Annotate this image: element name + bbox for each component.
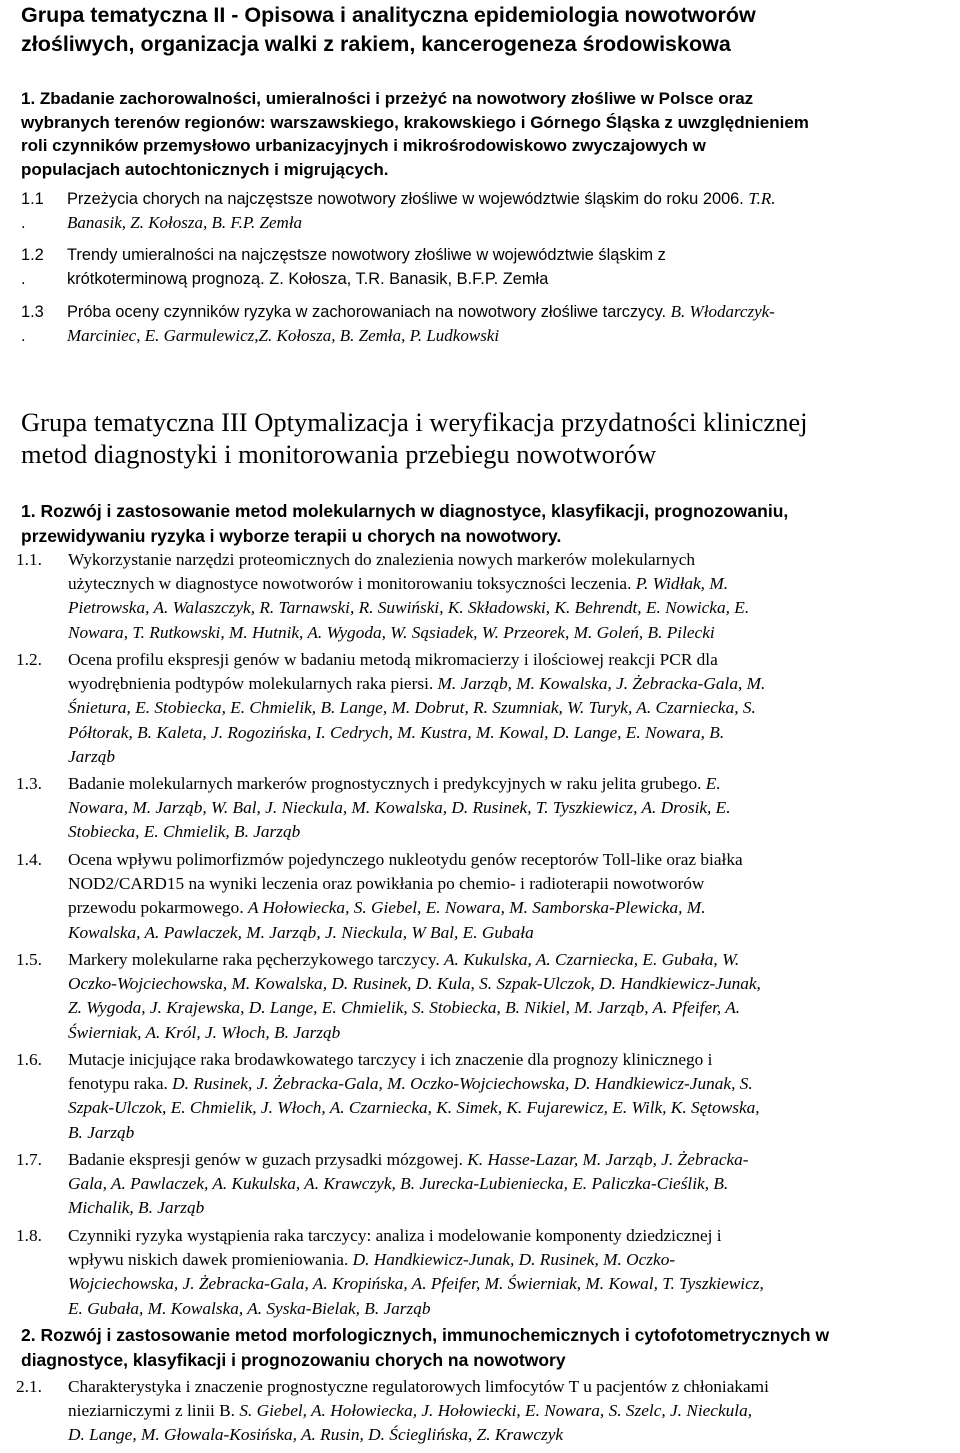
- item-text-line: przewodu pokarmowego. A Hołowiecka, S. Giebel, E. Nowara, M. Samborska-Plewicka, M.: [68, 898, 706, 918]
- item-text: [68, 1148, 952, 1221]
- item-text-line: Wojciechowska, J. Żebracka-Gala, A. Kropińska, A. Pfeifer, M. Świerniak, M. Kowal, T. Tyszkiewicz,: [68, 1274, 764, 1294]
- item-text-line: Mutacje inicjujące raka brodawkowatego tarczycy i ich znaczenie dla prognozy klinicznego i: [68, 1050, 713, 1069]
- item-text-line: Badanie ekspresji genów w guzach przysadki mózgowej. K. Hasse-Lazar, M. Jarząb, J. Żebracka-: [68, 1150, 749, 1169]
- item-number: 1.6.: [16, 1050, 42, 1069]
- group3-section1-line1: 1. Rozwój i zastosowanie metod molekularnych w diagnostyce, klasyfikacji, prognozowaniu,: [21, 501, 789, 521]
- item-number: 1.3 .: [21, 303, 44, 345]
- item-text-line: Oczko-Wojciechowska, M. Kowalska, D. Rusinek, D. Kula, S. Szpak-Ulczok, D. Handkiewicz-Junak,: [68, 974, 761, 994]
- item-number: 1.2 .: [21, 246, 44, 288]
- group3-section1-line2: przewidywaniu ryzyka i wyborze terapii u chorych na nowotwory.: [21, 526, 562, 546]
- item-text-line: Ocena profilu ekspresji genów w badaniu metodą mikromacierzy i ilościowej reakcji PCR dla: [68, 650, 718, 669]
- item-number: 1.2.: [16, 650, 42, 669]
- item-text-line: Półtorak, B. Kaleta, J. Rogozińska, I. Cedrych, M. Kustra, M. Kowal, D. Lange, E. Nowara, B.: [68, 722, 725, 742]
- item-text: [68, 848, 952, 945]
- item-text-line: Czynniki ryzyka wystąpienia raka tarczycy: analiza i modelowanie komponenty dziedzicznej i: [68, 1226, 722, 1245]
- item-text-line: D. Lange, M. Głowala-Kosińska, A. Rusin, D. Ścieglińska, Z. Krawczyk: [68, 1425, 564, 1445]
- group2-section1-line2: wybranych terenów regionów: warszawskiego, krakowskiego i Górnego Śląska z uwzględnieniem: [21, 112, 809, 132]
- item-text: [68, 1048, 952, 1145]
- group2-section1: [21, 87, 951, 181]
- item-text-line: wyodrębnienia podtypów molekularnych raka piersi. M. Jarząb, M. Kowalska, J. Żebracka-Gala, M.: [68, 674, 766, 694]
- item-text-line: B. Jarząb: [68, 1122, 135, 1142]
- item-text: Trendy umieralności na najczęstsze nowotwory złośliwe w województwie śląskim z krótkoterminową prognozą. Z. Kołosza, T.R. Banasik, B.F.P. Zemła: [67, 246, 666, 288]
- group2-section1-line4: populacjach autochtonicznych i migrujących.: [21, 159, 389, 179]
- item-number: 2.1.: [16, 1377, 42, 1396]
- item-number: 1.5.: [16, 950, 42, 969]
- item-text-line: Z. Wygoda, J. Krajewska, D. Lange, E. Chmielik, S. Stobiecka, B. Nikiel, M. Jarząb, A. Pfeifer, A.: [68, 998, 741, 1018]
- group3-title-line1: Grupa tematyczna III Optymalizacja i weryfikacja przydatności klinicznej: [21, 407, 808, 437]
- item-text: [68, 772, 952, 845]
- item-text-line: Śnietura, E. Stobiecka, E. Chmielik, B. Lange, M. Dobrut, R. Szumniak, W. Turyk, A. Czarniecka, S.: [68, 698, 756, 718]
- item-text-line: Szpak-Ulczok, E. Chmielik, J. Włoch, A. Czarniecka, K. Simek, K. Fujarewicz, E. Wilk, K. Sętowska,: [68, 1098, 760, 1118]
- item-number: 1.4.: [16, 850, 42, 869]
- group2-title-line1: Grupa tematyczna II - Opisowa i analityczna epidemiologia nowotworów: [21, 3, 756, 27]
- item-text-line: NOD2/CARD15 na wyniki leczenia oraz powikłania po chemio- i radioterapii nowotworów: [68, 874, 705, 894]
- item-text: [68, 648, 952, 769]
- item-text-line: Świerniak, A. Król, J. Włoch, B. Jarząb: [68, 1022, 341, 1042]
- item-text-line: Ocena wpływu polimorfizmów pojedynczego nukleotydu genów receptorów Toll-like oraz białka: [68, 850, 743, 869]
- group2-section1-line1: Zbadanie zachorowalności, umieralności i przeżyć na nowotwory złośliwe w Polsce oraz: [39, 89, 754, 108]
- item-text-line: wpływu niskich dawek promieniowania. D. Handkiewicz-Junak, D. Rusinek, M. Oczko-: [68, 1250, 676, 1270]
- item-text-line: Nowara, M. Jarząb, W. Bal, J. Nieckula, M. Kowalska, D. Rusinek, T. Tyszkiewicz, A. Drosik, E.: [68, 798, 731, 818]
- item-number: 1.7.: [16, 1150, 42, 1169]
- item-number: 1.1.: [16, 550, 42, 569]
- group2-section1-line3: roli czynników przemysłowo urbanizacyjnych i mikrośrodowiskowo zwyczajowych w: [21, 136, 706, 156]
- item-text-line: Wykorzystanie narzędzi proteomicznych do znalezienia nowych markerów molekularnych: [68, 550, 696, 569]
- item-text-line: Markery molekularne raka pęcherzykowego tarczycy. A. Kukulska, A. Czarniecka, E. Gubała, W.: [68, 950, 740, 969]
- item-text-line: Gala, A. Pawlaczek, A. Kukulska, A. Krawczyk, B. Jurecka-Lubieniecka, E. Paliczka-Cieślik, B.: [68, 1174, 729, 1194]
- item-text-line: Nowara, T. Rutkowski, M. Hutnik, A. Wygoda, W. Sąsiadek, W. Przeorek, M. Goleń, B. Pilecki: [68, 622, 715, 642]
- item-number: 1.1 .: [21, 190, 44, 232]
- group3-title-line2: metod diagnostyki i monitorowania przebiegu nowotworów: [21, 439, 657, 469]
- group3-section2-line1: 2. Rozwój i zastosowanie metod morfologicznych, immunochemicznych i cytofotometrycznych w: [21, 1325, 830, 1345]
- group2-section1-number: 1.: [21, 89, 36, 108]
- item-text-line: E. Gubała, M. Kowalska, A. Syska-Bielak, B. Jarząb: [68, 1298, 431, 1318]
- item-text: Przeżycia chorych na najczęstsze nowotwory złośliwe w województwie śląskim do roku 2006. T.R. Banasik, Z. Kołosza, B. F.P. Zemła: [67, 189, 776, 232]
- item-text: [68, 1375, 952, 1448]
- group2-title-line2: złośliwych, organizacja walki z rakiem, kancerogeneza środowiskowa: [21, 32, 731, 56]
- item-text-line: fenotypu raka. D. Rusinek, J. Żebracka-Gala, M. Oczko-Wojciechowska, D. Handkiewicz-Junak, S.: [68, 1074, 753, 1094]
- item-number: 1.8.: [16, 1226, 42, 1245]
- item-text: [68, 948, 952, 1045]
- item-text-line: Michalik, B. Jarząb: [68, 1198, 205, 1218]
- item-text-line: Charakterystyka i znaczenie prognostyczne regulatorowych limfocytów T u pacjentów z chłoniakami: [68, 1377, 769, 1396]
- group3-section2-line2: diagnostyce, klasyfikacji i prognozowaniu chorych na nowotwory: [21, 1350, 566, 1370]
- item-number: 1.3.: [16, 774, 42, 793]
- item-text-line: Kowalska, A. Pawlaczek, M. Jarząb, J. Nieckula, W Bal, E. Gubała: [68, 922, 534, 942]
- item-text-line: Badanie molekularnych markerów prognostycznych i predykcyjnych w raku jelita grubego. E.: [68, 774, 721, 793]
- item-text-line: Stobiecka, E. Chmielik, B. Jarząb: [68, 822, 301, 842]
- item-text: [68, 1224, 952, 1321]
- item-text-line: nieziarniczymi z linii B. S. Giebel, A. Hołowiecka, J. Hołowiecki, E. Nowara, S. Szelc, J. Nieckula,: [68, 1401, 753, 1421]
- item-text: [68, 548, 952, 645]
- item-text-line: Pietrowska, A. Walaszczyk, R. Tarnawski, R. Suwiński, K. Składowski, K. Behrendt, E. Nowicka, E.: [68, 598, 750, 618]
- item-text-line: Jarząb: [68, 746, 116, 766]
- item-text-line: użytecznych w diagnostyce nowotworów i monitorowaniu toksyczności leczenia. P. Widłak, M.: [68, 574, 729, 594]
- item-text: Próba oceny czynników ryzyka w zachorowaniach na nowotwory złośliwe tarczycy. B. Włodarczyk- Marciniec, E. Garmulewicz,Z. Kołosza, B. Zemła, P. Ludkowski: [67, 302, 775, 345]
